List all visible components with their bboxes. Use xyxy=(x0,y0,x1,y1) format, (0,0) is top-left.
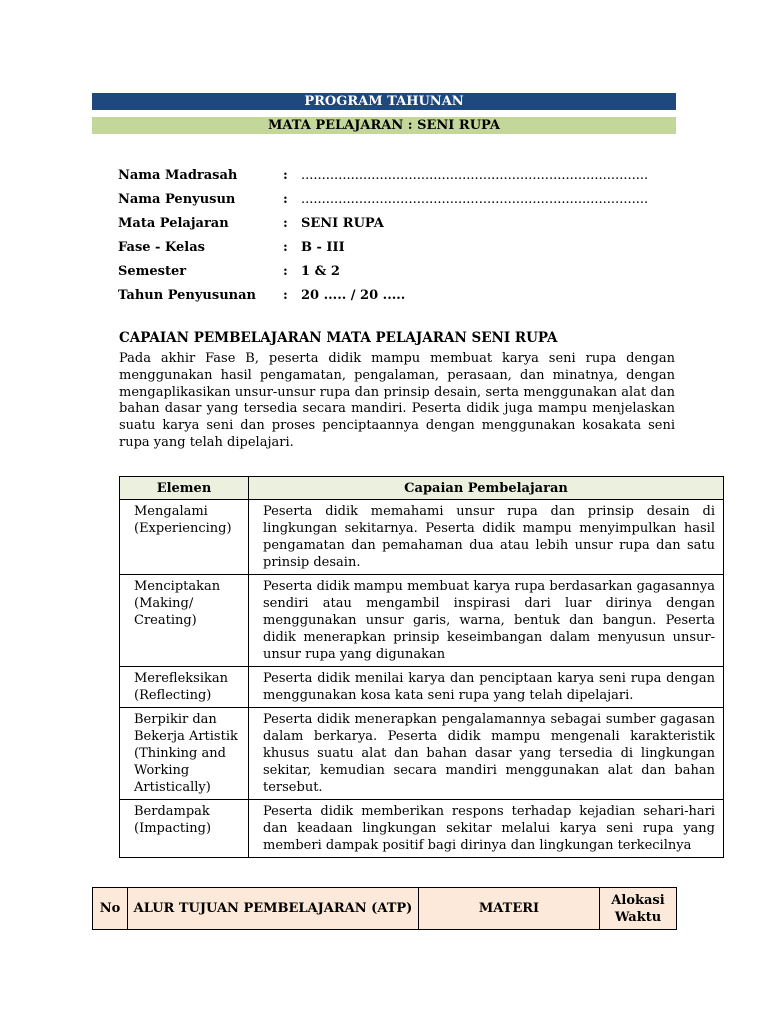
info-row-penyusun xyxy=(118,187,648,211)
info-row-semester xyxy=(118,259,648,283)
info-value: .................................................................................... xyxy=(301,191,649,207)
capaian-cell: Peserta didik menilai karya dan penciptaan karya seni rupa dengan menggunakan kosa kata seni rupa yang telah dipelajari. xyxy=(249,667,724,708)
elemen-cell: Berpikir dan Bekerja Artistik (Thinking and Working Artistically) xyxy=(120,708,249,800)
info-value: .................................................................................... xyxy=(301,167,649,183)
elemen-cell: Merefleksikan (Reflecting) xyxy=(120,667,249,708)
info-row-tahun xyxy=(118,283,648,307)
capaian-table xyxy=(119,476,724,858)
info-colon: : xyxy=(283,287,288,303)
table-row xyxy=(120,800,724,858)
atp-table xyxy=(92,887,677,930)
subject-title-banner: MATA PELAJARAN : SENI RUPA xyxy=(92,117,676,134)
header-materi: MATERI xyxy=(419,888,600,930)
table-row xyxy=(120,500,724,575)
info-colon: : xyxy=(283,191,288,207)
atp-table-header xyxy=(93,888,677,930)
info-value: 1 & 2 xyxy=(301,263,340,279)
elemen-cell: Menciptakan (Making/ Creating) xyxy=(120,575,249,667)
info-colon: : xyxy=(283,263,288,279)
info-row-fase xyxy=(118,235,648,259)
info-row-madrasah xyxy=(118,163,648,187)
table-row xyxy=(120,708,724,800)
header-alokasi: Alokasi Waktu xyxy=(600,888,677,930)
identity-table xyxy=(118,163,648,307)
capaian-cell: Peserta didik memahami unsur rupa dan prinsip desain di lingkungan sekitarnya. Peserta didik mampu menyimpulkan hasil pengamatan dan pemahaman dua atau lebih unsur rupa dan satu prinsip desain. xyxy=(249,500,724,575)
info-label: Fase - Kelas xyxy=(118,239,205,255)
capaian-cell: Peserta didik memberikan respons terhadap kejadian sehari-hari dan keadaan lingkungan sekitar melalui karya seni rupa yang memberi dampak positif bagi dirinya dan lingkungan terkecilnya xyxy=(249,800,724,858)
elemen-cell: Mengalami (Experiencing) xyxy=(120,500,249,575)
header-no: No xyxy=(93,888,128,930)
header-elemen: Elemen xyxy=(120,477,249,500)
header-atp: ALUR TUJUAN PEMBELAJARAN (ATP) xyxy=(128,888,419,930)
info-value: 20 ..... / 20 ..... xyxy=(301,287,406,303)
info-label: Semester xyxy=(118,263,187,279)
elemen-cell: Berdampak (Impacting) xyxy=(120,800,249,858)
info-row-mapel xyxy=(118,211,648,235)
info-value: B - III xyxy=(301,239,345,255)
capaian-table-header xyxy=(120,477,724,500)
info-label: Mata Pelajaran xyxy=(118,215,229,231)
info-label: Tahun Penyusunan xyxy=(118,287,256,303)
info-colon: : xyxy=(283,215,288,231)
capaian-cell: Peserta didik mampu membuat karya rupa berdasarkan gagasannya sendiri atau mengambil inspirasi dari luar dirinya dengan menggunakan unsur garis, warna, bentuk dan bangun. Peserta didik menerapkan prinsip keseimbangan dalam menyusun unsur-unsur rupa yang digunakan xyxy=(249,575,724,667)
program-title-banner: PROGRAM TAHUNAN xyxy=(92,93,676,110)
capaian-cell: Peserta didik menerapkan pengalamannya sebagai sumber gagasan dalam berkarya. Peserta didik mampu mengenali karakteristik khusus suatu alat dan bahan dasar yang tersedia di lingkungan sekitar, kemudian secara mandiri menggunakan alat dan bahan tersebut. xyxy=(249,708,724,800)
info-label: Nama Madrasah xyxy=(118,167,238,183)
info-colon: : xyxy=(283,239,288,255)
table-row xyxy=(120,575,724,667)
info-value: SENI RUPA xyxy=(301,215,384,231)
header-capaian: Capaian Pembelajaran xyxy=(249,477,724,500)
table-row xyxy=(120,667,724,708)
info-colon: : xyxy=(283,167,288,183)
capaian-paragraph: Pada akhir Fase B, peserta didik mampu membuat karya seni rupa dengan menggunakan hasil pengamatan, pengalaman, perasaan, dan minatnya, dengan mengaplikasikan unsur-unsur rupa dan prinsip desain, serta menggunakan alat dan bahan dasar yang tersedia secara mandiri. Peserta didik juga mampu menjelaskan suatu karya seni dan proses penciptaannya dengan menggunakan kosakata seni rupa yang telah dipelajari. xyxy=(119,351,675,450)
info-label: Nama Penyusun xyxy=(118,191,236,207)
capaian-heading: CAPAIAN PEMBELAJARAN MATA PELAJARAN SENI RUPA xyxy=(119,330,558,346)
